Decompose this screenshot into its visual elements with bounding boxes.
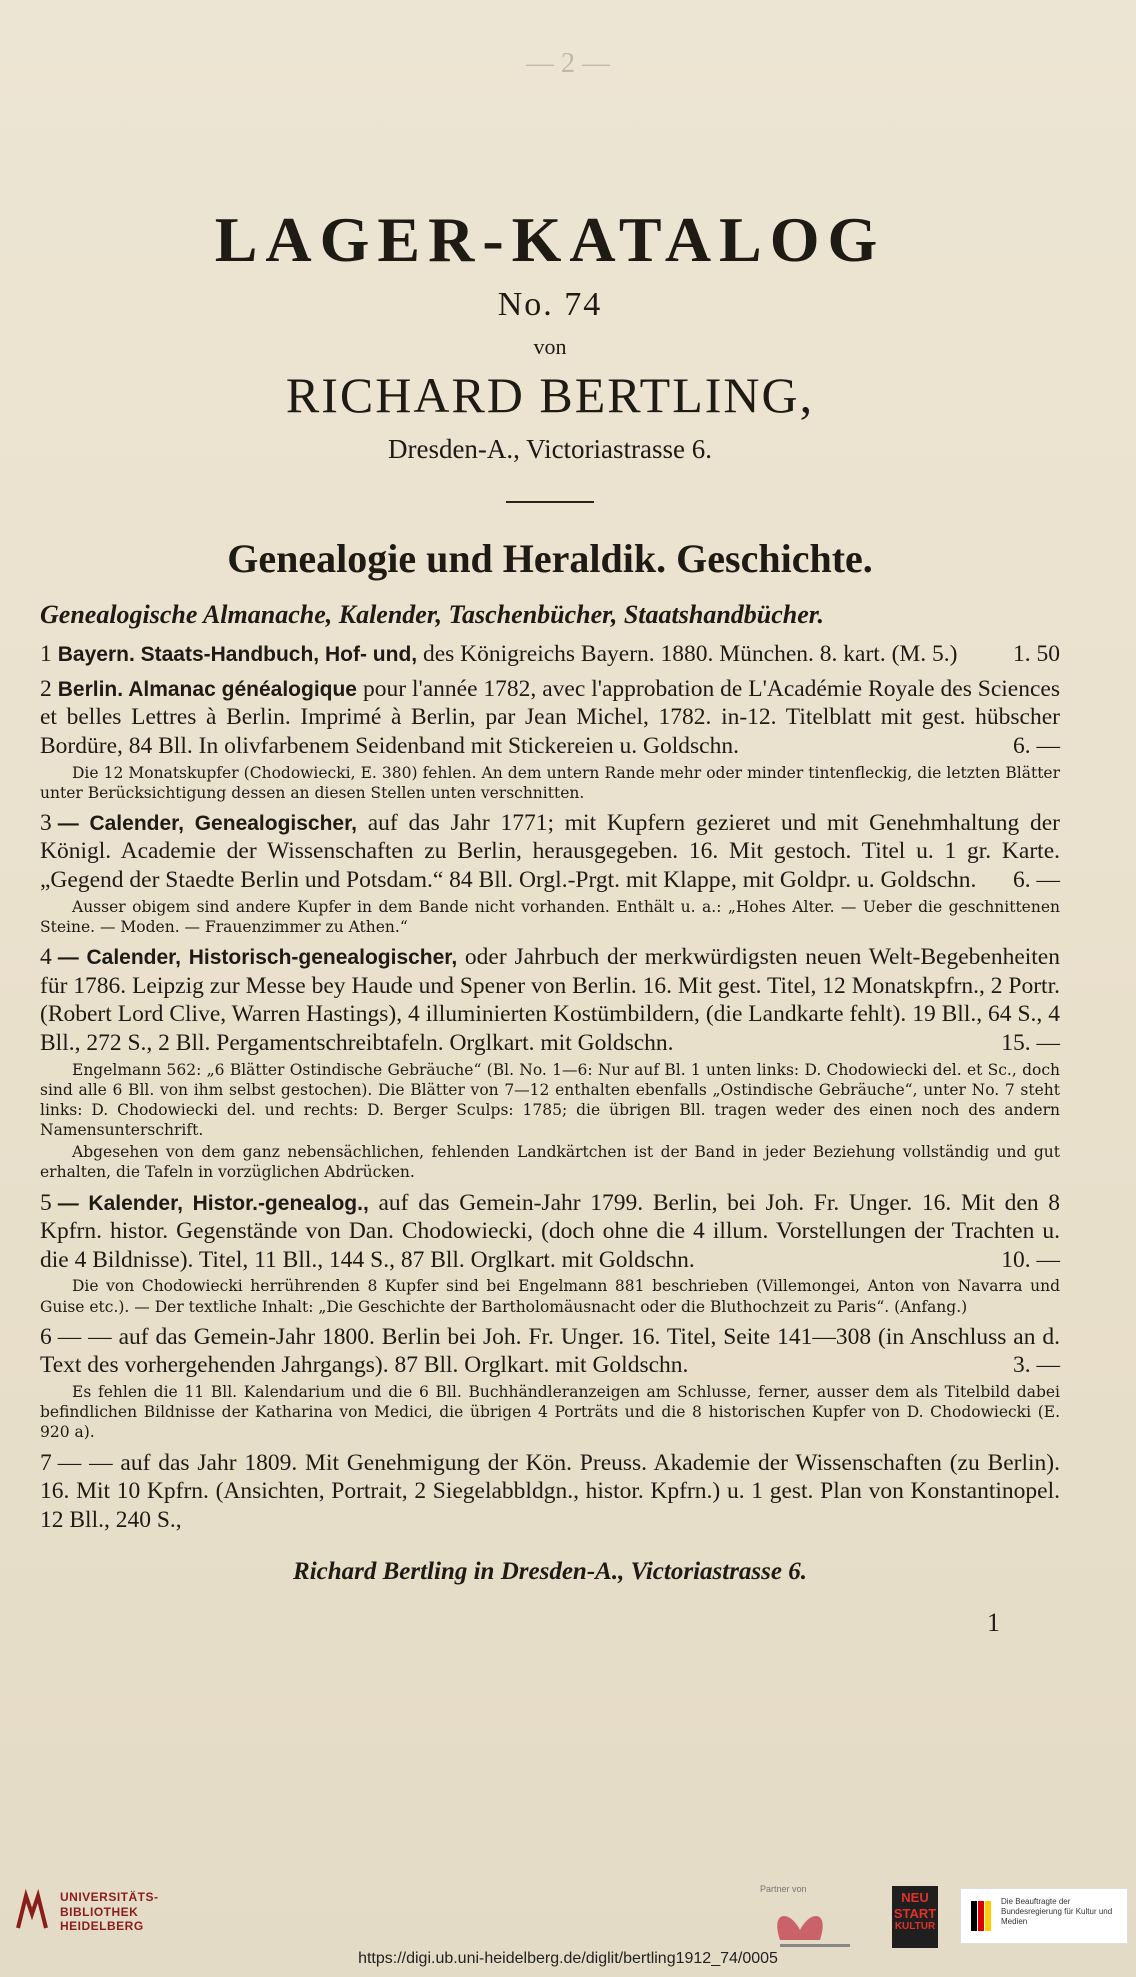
- entry-heading: — Kalender, Histor.-genealog.,: [57, 1191, 369, 1215]
- entry-heading: Berlin. Almanac généalogique: [57, 677, 357, 701]
- entry-text: auf das Gemein-Jahr 1799. Berlin, bei Joh. Fr. Unger. 16. Mit den 8 Kpfrn. histor. Gegenstände von Dan. Chodowiecki, (doch ohne die 4 illum. Vorstellungen der Trachten u. die 4 Bildnisse). Titel, 11 Bll., 144 S., 87 Bll. Orglkart. mit Goldschn.: [40, 1189, 1061, 1273]
- entry-text: pour l'année 1782, avec l'approbation de L'Académie Royale des Sciences et belles Lettres à Berlin. Imprimé à Berlin, par Jean Michel, 1782. in-12. Titelblatt mit gest. hübscher Bordüre, 84 Bll. In olivfarbenem Seidenband mit Stickereien u. Goldschn.: [40, 675, 1060, 759]
- bkm-text: Die Beauftragte der Bundesregierung für Kultur und Medien: [1001, 1897, 1113, 1926]
- dealer-name: RICHARD BERTLING,: [285, 367, 815, 423]
- dealer-address: Dresden-A., Victoriastrasse 6.: [387, 434, 713, 464]
- neustart-line2: START: [893, 1905, 937, 1921]
- source-url[interactable]: https://digi.ub.uni-heidelberg.de/diglit/bertling1912_74/0005: [358, 1950, 778, 1967]
- entry-text: — — auf das Gemein-Jahr 1800. Berlin bei Joh. Fr. Unger. 16. Titel, Seite 141—308 (in Anschluss an d. Text des vorhergehenden Jahrgangs). 87 Bll. Orglkart. mit Goldschn.: [40, 1323, 1060, 1379]
- subsection-heading: Genealogische Almanache, Kalender, Taschenbücher, Staatshandbücher.: [40, 600, 824, 629]
- catalog-title: LAGER-KATALOG: [214, 204, 886, 275]
- catalog-entry: [40, 943, 1060, 1058]
- entry-note: Die von Chodowiecki herrührenden 8 Kupfer sind bei Engelmann 881 beschrieben (Villemongei, Anton von Navarra und Guise etc.). — Der textliche Inhalt: „Die Geschichte der Bartholomäusnacht oder die Bluthochzeit zu Paris“. (Anfang.): [40, 1277, 1060, 1316]
- catalog-content: [40, 204, 1061, 1638]
- entry-price: 3. —: [1013, 1352, 1060, 1379]
- federal-eagle-icon: [969, 1899, 993, 1933]
- catalog-entry: [40, 640, 1060, 669]
- entry-note: Es fehlen die 11 Bll. Kalendarium und die 6 Bll. Buchhändleranzeigen am Schlusse, ferner, ausser dem als Titelbild dabei befindlichen Bildnisse der Katharina von Medici, die übrigen 4 Porträts und die 8 historischen Kupfer von D. Chodowiecki (E. 920 a).: [40, 1383, 1060, 1442]
- entry-note: Abgesehen von dem ganz nebensächlichen, fehlenden Landkärtchen ist der Band in jeder Beziehung vollständig und gut erhalten, die Tafeln in vorzüglichen Abdrücken.: [40, 1143, 1060, 1182]
- entry-number: 1: [40, 640, 52, 667]
- entry-number: 3: [40, 809, 52, 836]
- logo-bar: [0, 1880, 1136, 1960]
- entry-heading: — Calender, Genealogischer,: [57, 811, 357, 835]
- catalog-entry: [40, 1323, 1060, 1380]
- entry-list: [40, 640, 1060, 1535]
- entry-text: auf das Jahr 1771; mit Kupfern gezieret und mit Genehmhaltung der Königl. Academie der Wissenschaften zu Berlin, herausgegeben. 16. Mit gestoch. Titel u. 1 gr. Karte. „Gegend der Staedte Berlin und Potsdam.“ 84 Bll. Orgl.-Prgt. mit Klappe, mit Goldpr. u. Goldschn.: [40, 809, 1061, 894]
- entry-note: Die 12 Monatskupfer (Chodowiecki, E. 380) fehlen. An dem untern Rande mehr oder minder tintenfleckig, die letzten Blätter unter Berücksichtigung dessen an diesen Stellen unten verschnitten.: [40, 763, 1060, 802]
- ub-heidelberg-logo[interactable]: [12, 1888, 159, 1936]
- entry-text: oder Jahrbuch der merkwürdigsten neuen Welt-Begebenheiten für 1786. Leipzig zur Messe bey Haude und Spener von Berlin. 16. Mit gest. Titel, 12 Monatskpfrn., 2 Portr. (Robert Lord Clive, Warren Hastings), 4 illuminierten Kostümbildern, (die Landkarte fehlt). 19 Bll., 64 S., 4 Bll., 272 S., 2 Bll. Pergamentschreibtafeln. Orglkart. mit Goldschn.: [40, 944, 1060, 1057]
- bleed-through-page-number: — 2 —: [526, 48, 610, 79]
- entry-note: Engelmann 562: „6 Blätter Ostindische Gebräuche“ (Bl. No. 1—6: Nur auf Bl. 1 unten links: D. Chodowiecki del. et Sc., doch sind alle 6 Bll. von ihm selbst gestochen). Die Blätter von 7—12 enthalten ebenfalls „Ostindische Gebräuche“, unter No. 7 steht links: D. Chodowiecki del. und rechts: D. Berger Sculps: 1785; die übrigen Bll. tragen weder des einen noch des andern Namensunterschrift.: [40, 1060, 1060, 1140]
- entry-note: Ausser obigem sind andere Kupfer in dem Bande nicht vorhanden. Enthält u. a.: „Hohes Alter. — Ueber die geschnittenen Steine. — Moden. — Frauenzimmer zu Athen.“: [40, 897, 1060, 936]
- catalog-entry: [40, 675, 1060, 761]
- entry-number: 2: [40, 675, 52, 702]
- bkm-logo[interactable]: [960, 1888, 1128, 1944]
- entry-price: 6. —: [1013, 732, 1060, 759]
- ddb-butterfly-icon: [760, 1900, 870, 1950]
- uni-logo-line2: BIBLIOTHEK: [60, 1904, 139, 1919]
- catalog-number: No. 74: [497, 286, 603, 323]
- catalog-entry: [40, 1189, 1060, 1275]
- ub-heidelberg-emblem-icon: [12, 1888, 52, 1936]
- neustart-line3: KULTUR: [894, 1921, 936, 1933]
- entry-number: 4: [40, 944, 52, 971]
- entry-number: 5: [40, 1189, 52, 1216]
- entry-price: 15. —: [1001, 1030, 1060, 1057]
- neustart-kultur-logo[interactable]: [892, 1886, 938, 1948]
- divider-rule: [506, 501, 594, 503]
- entry-number: 7: [40, 1449, 52, 1476]
- entry-price: 6. —: [1013, 867, 1060, 894]
- entry-text: — — auf das Jahr 1809. Mit Genehmigung der Kön. Preuss. Akademie der Wissenschaften (zu Berlin). 16. Mit 10 Kpfrn. (Ansichten, Portrait, 2 Siegelabbldgn., histor. Kpfrn.) u. 1 gest. Plan von Konstantinopel. 12 Bll., 240 S.,: [40, 1449, 1060, 1533]
- page-number: 1: [987, 1608, 1000, 1638]
- partner-label: Partner von: [760, 1884, 807, 1894]
- entry-number: 6: [40, 1323, 52, 1350]
- footer-imprint: Richard Bertling in Dresden-A., Victoriastrasse 6.: [293, 1558, 807, 1586]
- uni-logo-line1: UNIVERSITÄTS-: [60, 1890, 159, 1905]
- von-label: von: [533, 334, 567, 359]
- entry-text: des Königreichs Bayern. 1880. München. 8. kart. (M. 5.): [422, 640, 958, 667]
- uni-logo-line3: HEIDELBERG: [60, 1919, 144, 1934]
- section-heading: Genealogie und Heraldik. Geschichte.: [227, 536, 873, 581]
- entry-price: 10. —: [1001, 1246, 1060, 1273]
- entry-heading: — Calender, Historisch-genealogischer,: [57, 946, 458, 970]
- catalog-entry: [40, 1449, 1060, 1535]
- entry-heading: Bayern. Staats-Handbuch, Hof- und,: [57, 642, 418, 666]
- entry-price: 1. 50: [1013, 640, 1060, 667]
- neustart-line1: NEU: [901, 1890, 929, 1905]
- catalog-entry: [40, 809, 1060, 895]
